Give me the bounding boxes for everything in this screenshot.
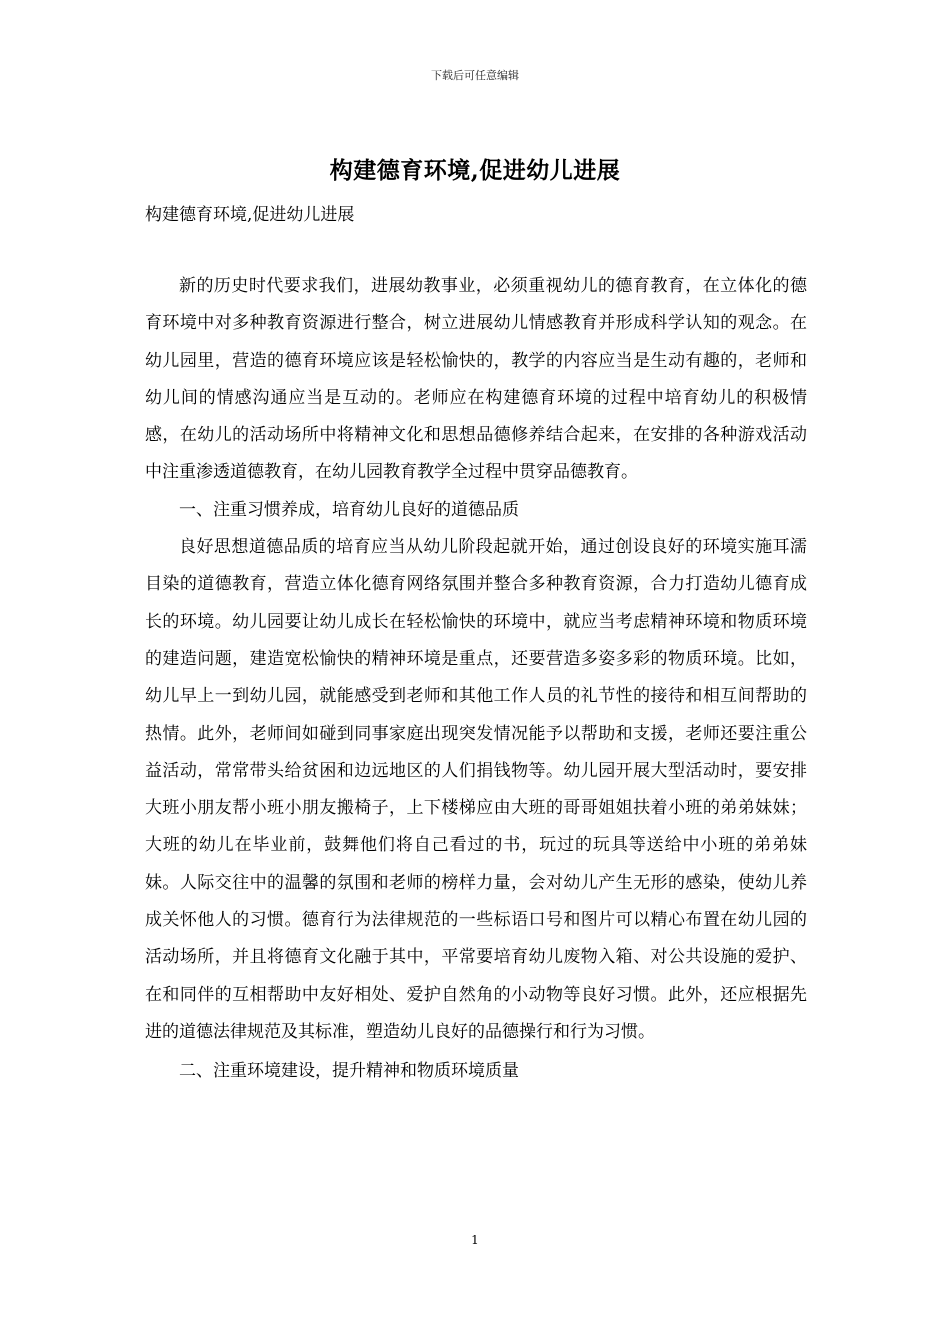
- section-heading-1: 一、注重习惯养成，培育幼儿良好的道德品质: [179, 499, 519, 520]
- page-number: 1: [471, 1233, 479, 1247]
- paragraph-intro: 新的历史时代要求我们，进展幼教事业，必须重视幼儿的德育教育，在立体化的德育环境中对多种教育资源进行整合，树立进展幼儿情感教育并形成科学认知的观念。在幼儿园里，营造的德育环境应该是轻松愉快的，教学的内容应当是生动有趣的，老师和幼儿间的情感沟通应当是互动的。老师应在构建德育环境的过程中培育幼儿的积极情感，在幼儿的活动场所中将精神文化和思想品德修养结合起来，在安排的各种游戏活动中注重渗透道德教育，在幼儿园教育教学全过程中贯穿品德教育。: [145, 276, 807, 483]
- section-heading-2: 二、注重环境建设，提升精神和物质环境质量: [179, 1061, 519, 1082]
- header-note: 下载后可任意编辑: [431, 69, 519, 82]
- document-title: 构建德育环境,促进幼儿进展: [329, 157, 621, 184]
- document-body: [145, 268, 807, 1091]
- paragraph-section-1: 良好思想道德品质的培育应当从幼儿阶段起就开始，通过创设良好的环境实施耳濡目染的道德教育，营造立体化德育网络氛围并整合多种教育资源，合力打造幼儿德育成长的环境。幼儿园要让幼儿成长在轻松愉快的环境中，就应当考虑精神环境和物质环境的建造问题，建造宽松愉快的精神环境是重点，还要营造多姿多彩的物质环境。比如，幼儿早上一到幼儿园，就能感受到老师和其他工作人员的礼节性的接待和相互间帮助的热情。此外，老师间如碰到同事家庭出现突发情况能予以帮助和支援，老师还要注重公益活动，常常带头给贫困和边远地区的人们捐钱物等。幼儿园开展大型活动时，要安排大班小朋友帮小班小朋友搬椅子，上下楼梯应由大班的哥哥姐姐扶着小班的弟弟妹妹；大班的幼儿在毕业前，鼓舞他们将自己看过的书，玩过的玩具等送给中小班的弟弟妹妹。人际交往中的温馨的氛围和老师的榜样力量，会对幼儿产生无形的感染，使幼儿养成关怀他人的习惯。德育行为法律规范的一些标语口号和图片可以精心布置在幼儿园的活动场所，并且将德育文化融于其中，平常要培育幼儿废物入箱、对公共设施的爱护、在和同伴的互相帮助中友好相处、爱护自然角的小动物等良好习惯。此外，还应根据先进的道德法律规范及其标准，塑造幼儿良好的品德操行和行为习惯。: [145, 537, 807, 1042]
- document-subtitle: 构建德育环境,促进幼儿进展: [145, 205, 355, 225]
